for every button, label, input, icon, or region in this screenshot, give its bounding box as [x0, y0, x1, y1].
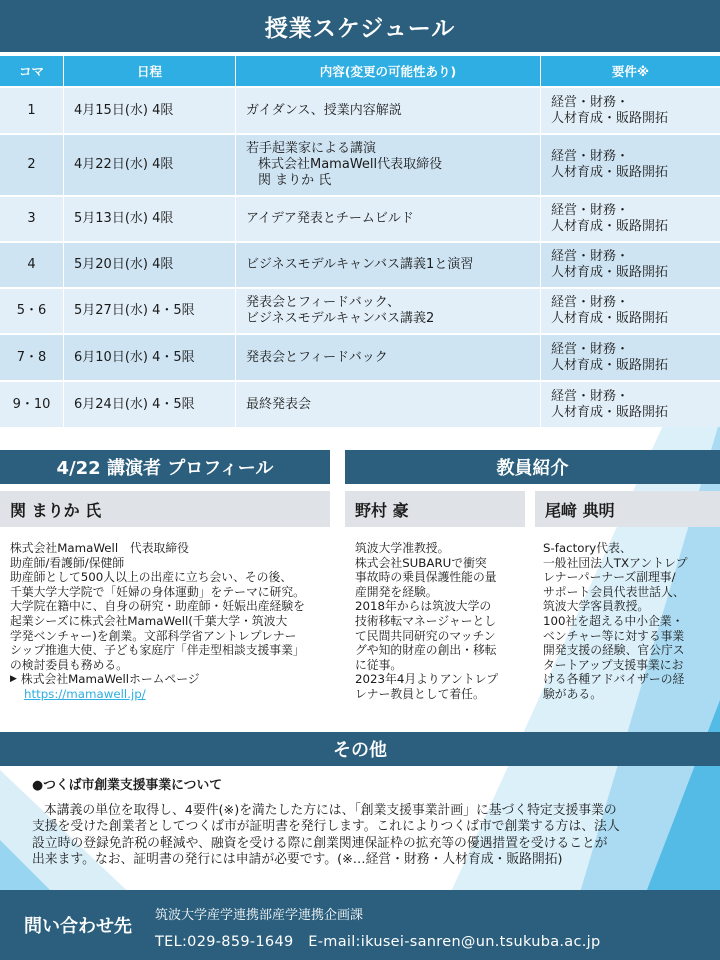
req-cell: [541, 88, 720, 133]
content-cell: [236, 335, 541, 380]
profile-line: シップ推進大使、子ども家庭庁「伴走型相談支援事業」: [10, 643, 305, 658]
bio-line: 2023年4月よりアントレプ: [355, 672, 499, 687]
other-line: 設立時の登録免許税の軽減や、融資を受ける際に創業関連保証枠の拡充等の優遇措置を受けることが: [32, 835, 608, 851]
content-line: 最終発表会: [246, 396, 312, 412]
contact-label: 問い合わせ先: [24, 916, 132, 937]
req-line: 経営・財務・: [551, 295, 630, 310]
bio-line: 2018年からは筑波大学の: [355, 599, 492, 614]
req-cell: [541, 197, 720, 241]
table-row: [0, 287, 720, 333]
faculty-bio: [535, 541, 720, 702]
faculty-section: [345, 450, 720, 702]
req-line: 人材育成・販路開拓: [551, 311, 669, 326]
bullet-arrow-icon: ▶: [10, 674, 17, 685]
content-line: 株式会社MamaWell代表取締役: [258, 157, 443, 172]
table-row: [0, 333, 720, 380]
contact-footer: [0, 890, 720, 960]
other-line: 支援を受けた創業者としてつくば市が証明書を発行します。これによりつくば市で創業する方は、法人: [32, 819, 620, 834]
table-row: [0, 241, 720, 287]
homepage-link-row: [10, 672, 320, 687]
bio-line: 株式会社SUBARUで衝突: [355, 555, 487, 570]
other-section: [18, 778, 708, 869]
req-line: 経営・財務・: [551, 203, 630, 218]
contact-organization: 筑波大学産学連携部産学連携企画課: [155, 908, 364, 923]
header-requirements: 要件※: [611, 64, 650, 79]
content-line: アイデア発表とチームビルド: [246, 211, 414, 226]
speaker-name: 関 まりか 氏: [0, 491, 330, 527]
other-body: [18, 803, 708, 869]
other-line: 出来ます。なお、証明書の発行には申請が必要です。(※…経営・財務・人材育成・販路開拓): [32, 852, 563, 867]
req-line: 経営・財務・: [551, 94, 630, 110]
speaker-section-title: 4/22 講演者 プロフィール: [0, 450, 330, 484]
faculty-member: [535, 491, 720, 702]
content-line: ビジネスモデルキャンバス講義2: [246, 311, 435, 326]
table-row: [0, 380, 720, 427]
req-cell: [541, 382, 720, 427]
koma-cell: 9・10: [0, 382, 64, 427]
date-cell: 6月10日(水) 4・5限: [64, 335, 236, 380]
req-cell: [541, 243, 720, 287]
koma-cell: 2: [0, 135, 64, 195]
date-cell: 4月15日(水) 4限: [64, 88, 236, 133]
speaker-profile: [0, 541, 330, 702]
bio-line: 開発支援の経験、官公庁ス: [543, 643, 685, 658]
bio-line: レナーパーナーズ副理事/: [543, 570, 676, 585]
bio-line: 100社を超える中小企業・: [543, 613, 684, 628]
table-row: [0, 133, 720, 195]
content-cell: [236, 243, 541, 287]
faculty-name: 尾﨑 典明: [535, 491, 720, 527]
profile-line: 株式会社MamaWell 代表取締役: [10, 541, 189, 555]
profile-line: 助産師/看護師/保健師: [10, 555, 125, 570]
bio-line: タートアップ支援事業にお: [543, 657, 684, 672]
req-line: 人材育成・販路開拓: [551, 357, 669, 373]
bio-line: 筑波大学准教授。: [355, 541, 450, 555]
profile-line: 助産師として500人以上の出産に立ち会い、その後、: [10, 570, 293, 585]
profile-line: 学発ベンチャー)を創業。文部科学省アントレプレナー: [10, 628, 297, 643]
other-section-title: その他: [0, 732, 720, 766]
req-line: 人材育成・販路開拓: [551, 404, 669, 420]
bio-line: グや知的財産の創出・移転: [355, 643, 497, 658]
koma-cell: 4: [0, 243, 64, 287]
homepage-label: 株式会社MamaWellホームページ: [20, 672, 200, 687]
faculty-name: 野村 豪: [345, 491, 525, 527]
bio-line: 筑波大学客員教授。: [543, 599, 650, 614]
schedule-table: [0, 56, 720, 427]
profile-line: 千葉大学大学院で「妊婦の身体運動」をテーマに研究。: [10, 584, 305, 599]
profile-line: の検討委員も務める。: [10, 657, 128, 672]
date-cell: 5月27日(水) 4・5限: [64, 289, 236, 333]
koma-cell: 5・6: [0, 289, 64, 333]
date-cell: 5月13日(水) 4限: [64, 197, 236, 241]
profile-line: 起業シーズに株式会社MamaWell(千葉大学・筑波大: [10, 613, 288, 628]
req-line: 経営・財務・: [551, 149, 630, 164]
content-cell: [236, 382, 541, 427]
req-cell: [541, 135, 720, 195]
content-cell: [236, 289, 541, 333]
koma-cell: 7・8: [0, 335, 64, 380]
req-line: 人材育成・販路開拓: [551, 165, 669, 180]
homepage-link[interactable]: https://mamawell.jp/: [24, 686, 146, 701]
content-line: 関 まりか 氏: [258, 173, 332, 188]
table-row: [0, 86, 720, 133]
bio-line: ベンチャー等に対する事業: [543, 628, 685, 643]
bio-line: て民間共同研究のマッチン: [355, 628, 496, 643]
other-heading: ●つくば市創業支援事業について: [32, 778, 223, 793]
req-line: 人材育成・販路開拓: [551, 265, 669, 280]
bio-line: 一般社団法人TXアントレプ: [543, 555, 688, 570]
schedule-header-row: [0, 56, 720, 86]
profile-line: 大学院在籍中に、自身の研究・助産師・妊娠出産経験を: [10, 599, 305, 614]
content-line: ビジネスモデルキャンバス講義1と演習: [246, 257, 474, 272]
faculty-section-title: 教員紹介: [345, 450, 720, 484]
speaker-section: [0, 450, 330, 702]
koma-cell: 1: [0, 88, 64, 133]
date-cell: 4月22日(水) 4限: [64, 135, 236, 195]
contact-tel-email: TEL:029-859-1649 E-mail:ikusei-sanren@un.tsukuba.ac.jp: [155, 934, 601, 950]
date-cell: 5月20日(水) 4限: [64, 243, 236, 287]
req-line: 経営・財務・: [551, 341, 630, 357]
header-content: 内容(変更の可能性あり): [236, 56, 541, 86]
content-line: 若手起業家による講演: [246, 141, 377, 156]
bio-line: に従事。: [355, 657, 403, 672]
content-cell: [236, 197, 541, 241]
content-cell: [236, 135, 541, 195]
req-cell: [541, 289, 720, 333]
bio-line: 技術移転マネージャーとし: [355, 613, 497, 628]
faculty-bio: [345, 541, 525, 702]
bio-line: 事故時の乗員保護性能の量: [355, 570, 497, 585]
content-line: 発表会とフィードバック、: [246, 295, 401, 310]
table-row: [0, 195, 720, 241]
koma-cell: 3: [0, 197, 64, 241]
header-date: 日程: [64, 56, 236, 86]
req-line: 経営・財務・: [551, 388, 630, 404]
other-line: 本講義の単位を取得し、4要件(※)を満たした方には、「創業支援事業計画」に基づく特定支援事業の: [44, 802, 617, 818]
header-koma: コマ: [0, 56, 64, 86]
content-line: ガイダンス、授業内容解説: [246, 102, 402, 118]
req-line: 経営・財務・: [551, 249, 630, 264]
req-cell: [541, 335, 720, 380]
req-line: 人材育成・販路開拓: [551, 219, 669, 234]
content-cell: [236, 88, 541, 133]
page-title: 授業スケジュール: [0, 0, 720, 52]
bio-line: 産開発を経験。: [355, 584, 438, 599]
req-line: 人材育成・販路開拓: [551, 110, 669, 126]
bio-line: S-factory代表、: [543, 541, 632, 555]
bio-line: 験がある。: [543, 686, 602, 701]
content-line: 発表会とフィードバック: [246, 349, 388, 365]
faculty-member: [345, 491, 525, 702]
date-cell: 6月24日(水) 4・5限: [64, 382, 236, 427]
bio-line: レナー教員として着任。: [355, 686, 485, 701]
bio-line: サポート会員代表世話人、: [543, 584, 685, 599]
bio-line: ける各種アドバイザーの経: [543, 672, 685, 687]
